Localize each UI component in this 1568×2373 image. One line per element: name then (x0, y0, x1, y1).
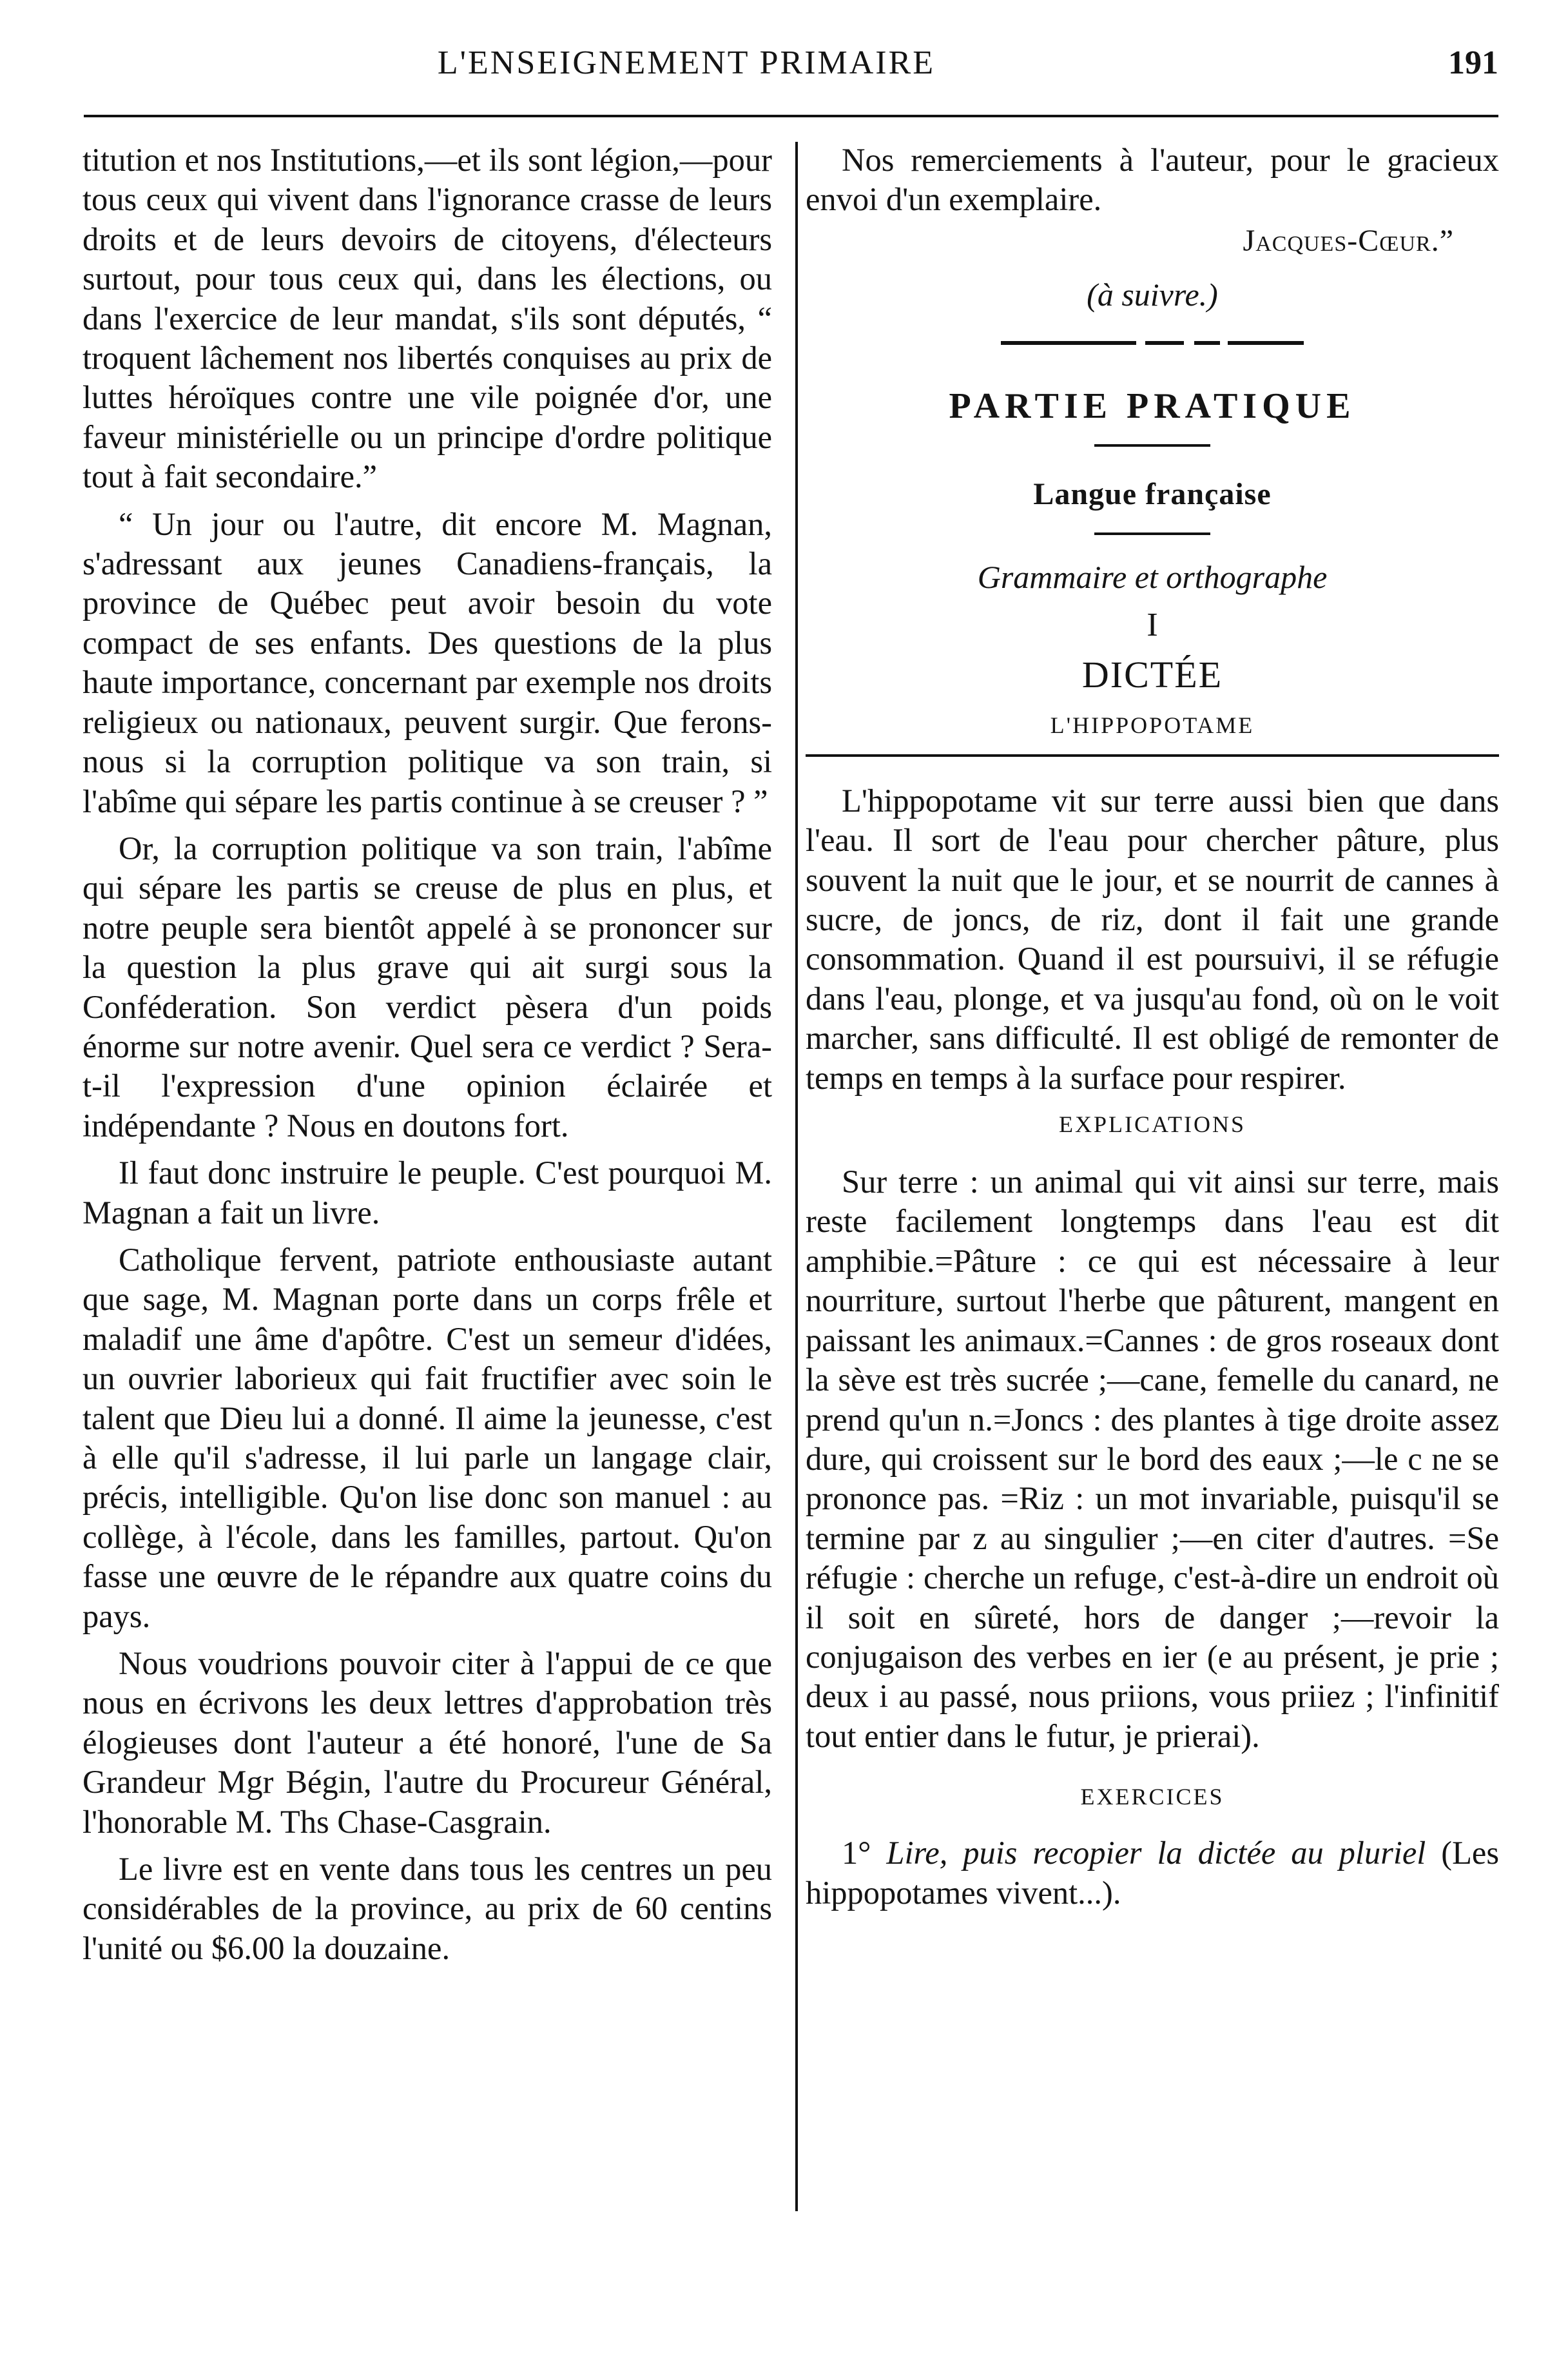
dictee-subtitle: L'HIPPOPOTAME (1050, 712, 1255, 738)
paragraph: titution et nos Institutions,—et ils sont légion,—pour tous ceux qui vivent dans l'ignorance crasse de leurs droits et de leurs devoirs de citoyens, d'électeurs surtout, pour tous ceux qui, dans les élections, ou dans l'exercice de leur mandat, s'ils sont députés, “ troquent lâchement nos libertés conquises au prix de luttes héroïques contre une vile poignée d'or, une faveur ministérielle ou un principe d'ordre politique tout à fait secondaire.” (82, 142, 772, 495)
paragraph: Le livre est en vente dans tous les centres un peu considérables de la province, au prix de 60 centins l'unité ou $6.00 la douzaine. (82, 1851, 772, 1966)
subsection-title: Langue française (1033, 476, 1272, 511)
exercices-title: EXERCICES (1080, 1784, 1224, 1810)
topic-heading: Grammaire et orthographe (977, 558, 1328, 595)
header-rule (84, 115, 1498, 117)
column-divider (795, 142, 798, 2211)
left-column (82, 141, 772, 1976)
paragraph: Catholique fervent, patriote enthousiaste autant que sage, M. Magnan porte dans un corps frêle et maladif une âme d'apôtre. C'est un semeur d'idées, un ouvrier laborieux qui fait fructifier avec soin le talent que Dieu lui a donné. Il aime la jeunesse, c'est à elle qu'il s'adresse, il lui parle un langage clair, précis, intelligible. Qu'on lise donc son manuel : au collège, à l'école, dans les familles, partout. Qu'on fasse une œuvre de le répandre aux quatre coins du pays. (82, 1241, 772, 1634)
running-head (84, 39, 1498, 90)
paragraph: Il faut donc instruire le peuple. C'est pourquoi M. Magnan a fait un livre. (82, 1155, 772, 1231)
exercise-instruction: Lire, puis recopier la dictée au pluriel (886, 1835, 1426, 1871)
lesson-numeral: I (1147, 606, 1158, 643)
explications-text: Sur terre : un animal qui vit ainsi sur terre, mais reste facilement longtemps dans l'eau est dit amphibie.=Pâture : ce qui est nécessaire à leur nourriture, surtout l'herbe que pâturent, mangent en paissant les animaux.=Cannes : de gros roseaux dont la sève est très sucrée ;—cane, femelle du canard, ne prend qu'un n.=Joncs : des plantes à tige droite assez dure, qui croissent sur le bord des eaux ;—le c ne se prononce pas. =Riz : un mot invariable, puisqu'il se termine par z au singulier ;—en citer d'autres. =Se réfugie : cherche un refuge, c'est-à-dire un endroit où il soit en sûreté, hors de danger ;—revoir la conjugaison des verbes en ier (e au présent, je prie ; deux i au passé, nous priions, vous priiez ; l'infinitif tout entier dans le futur, je prierai). (806, 1164, 1499, 1754)
exercise-number: 1° (842, 1835, 871, 1871)
section-title: PARTIE PRATIQUE (949, 386, 1356, 426)
dictee-title: DICTÉE (1081, 653, 1223, 696)
section-rule (1094, 444, 1210, 447)
subsection-rule (1094, 532, 1210, 535)
exercise-example: (Les hippopotames vivent...). (806, 1835, 1499, 1911)
exercise-1 (806, 1833, 1499, 1913)
thanks-paragraph: Nos remerciements à l'auteur, pour le gracieux envoi d'un exemplaire. (806, 142, 1499, 218)
running-title: L'ENSEIGNEMENT PRIMAIRE (437, 44, 936, 81)
paragraph: Or, la corruption politique va son train, l'abîme qui sépare les partis se creuse de plus en plus, et notre peuple sera bientôt appelé à se prononcer sur la question la plus grave qui ait surgi sous la Conféderation. Son verdict pèsera d'un poids énorme sur notre avenir. Quel sera ce verdict ? Sera-t-il l'expression d'une opinion éclairée et indépendante ? Nous en doutons fort. (82, 830, 772, 1144)
paragraph: “ Un jour ou l'autre, dit encore M. Magnan, s'adressant aux jeunes Canadiens-français, la province de Québec peut avoir besoin du vote compact de ses enfants. Des questions de la plus haute importance, concernant par exemple nos droits religieux ou nationaux, peuvent surgir. Que ferons-nous si la corruption politique va son train, si l'abîme qui sépare les partis continue à se creuser ? ” (82, 505, 772, 819)
dictee-rule (806, 754, 1499, 757)
paragraph: Nous voudrions pouvoir citer à l'appui de ce que nous en écrivons les deux lettres d'approbation très élogieuses dont l'auteur a été honoré, l'une de Sa Grandeur Mgr Bégin, l'autre du Procureur Général, l'honorable M. Ths Chase-Casgrain. (82, 1645, 772, 1840)
to-follow-note: (à suivre.) (1087, 276, 1218, 313)
right-column (806, 141, 1499, 1913)
dictee-text: L'hippopotame vit sur terre aussi bien que dans l'eau. Il sort de l'eau pour chercher pâture, plus souvent la nuit que le jour, et se nourrit de cannes à sucre, de joncs, de riz, dont il fait une grande consommation. Quand il est poursuivi, il se réfugie dans l'eau, plonge, et va jusqu'au fond, où on le voit marcher, sans difficulté. Il est obligé de remonter de temps en temps à la surface pour respirer. (806, 782, 1499, 1096)
ornamental-rule (1001, 341, 1304, 349)
page-number: 191 (1448, 44, 1498, 81)
signature: Jacques-Cœur.” (1243, 223, 1454, 258)
explications-title: EXPLICATIONS (1058, 1111, 1246, 1138)
